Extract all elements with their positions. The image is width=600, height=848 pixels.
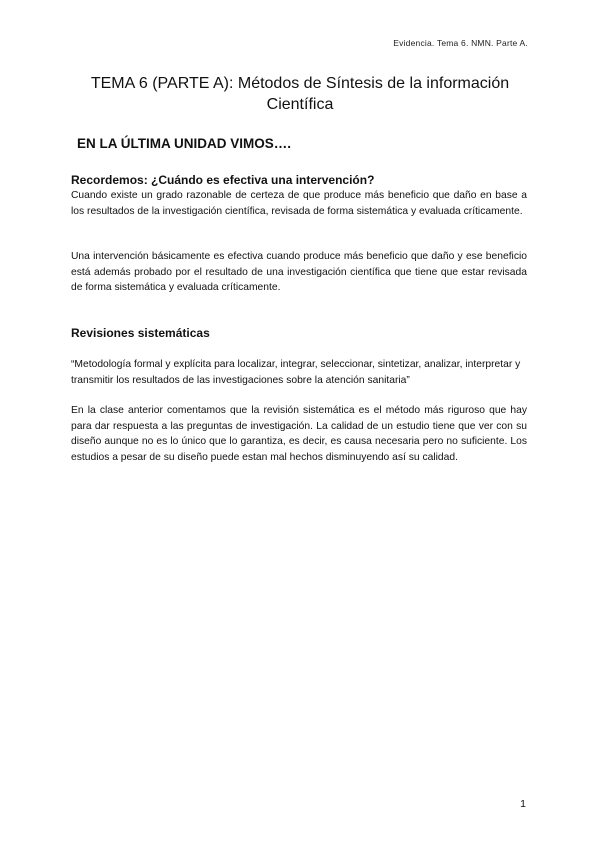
systematic-reviews-heading: Revisiones sistemáticas: [71, 326, 210, 340]
page-number: 1: [520, 798, 526, 810]
section-heading: EN LA ÚLTIMA UNIDAD VIMOS….: [77, 136, 291, 151]
recall-heading: Recordemos: ¿Cuándo es efectiva una intervención?: [71, 173, 375, 187]
definition-quote: “Metodología formal y explícita para localizar, integrar, seleccionar, sintetizar, analizar, interpretar y transmitir los resultados de las investigaciones sobre la atención sanitaria”: [71, 359, 521, 386]
running-header: Evidencia. Tema 6. NMN. Parte A.: [393, 38, 528, 48]
recall-paragraph-2: Una intervención básicamente es efectiva cuando produce más beneficio que daño y ese beneficio está además probado por el resultado de una investigación científica que tiene que estar revisada de forma sistemática y evaluada críticamente.: [71, 251, 527, 293]
recall-paragraph-1: Cuando existe un grado razonable de certeza de que produce más beneficio que daño en base a los resultados de la investigación científica, revisada de forma sistemática y evaluada críticamente.: [71, 190, 527, 217]
document-title: TEMA 6 (PARTE A): Métodos de Síntesis de la información Científica: [90, 75, 510, 113]
systematic-reviews-paragraph: En la clase anterior comentamos que la revisión sistemática es el método más riguroso que hay para dar respuesta a las preguntas de investigación. La calidad de un estudio tiene que ver con su diseño aunque no es lo único que lo garantiza, es decir, es causa necesaria pero no suficiente. Los estudios a pesar de su diseño puede estan mal hechos disminuyendo así su calidad.: [71, 405, 527, 463]
